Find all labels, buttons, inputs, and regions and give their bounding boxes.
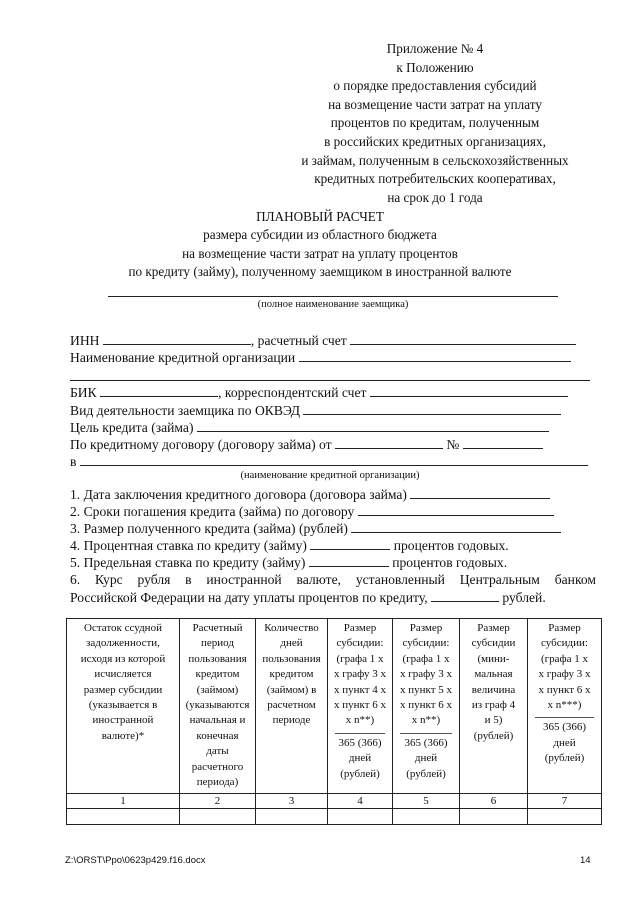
bank-name-label: Наименование кредитной организации: [70, 350, 296, 365]
item-6-field[interactable]: [431, 589, 499, 602]
corr-account-field[interactable]: [370, 384, 568, 397]
header-col-3: Количество дней пользования кредитом (займом) в расчетном периоде: [256, 619, 328, 794]
column-number: 4: [328, 794, 393, 809]
activity-row: [70, 402, 561, 419]
bank-name-field[interactable]: [299, 349, 571, 362]
item-6-line1: 6. Курс рубля в иностранной валюте, установленный Центральным банком: [70, 572, 596, 587]
title-heading: ПЛАНОВЫЙ РАСЧЕТ: [256, 209, 384, 224]
bank-in-field[interactable]: [80, 453, 588, 466]
appendix-line: и займам, полученным в сельскохозяйственных: [301, 152, 569, 168]
bik-field[interactable]: [100, 384, 218, 397]
column-number: 7: [528, 794, 602, 809]
item-4-field[interactable]: [310, 537, 390, 550]
appendix-line: в российских кредитных организациях,: [324, 133, 546, 149]
fraction-denominator: 365 (366) дней (рублей): [400, 733, 452, 782]
header-col-5: Размер субсидии: (графа 1 х х графу 3 х х пункт 5 х х пункт 6 х х n**) 365 (366) дней (рублей): [393, 619, 460, 794]
item-4-row: [70, 537, 509, 554]
appendix-header: [270, 40, 600, 207]
bank-caption: (наименование кредитной организации): [240, 470, 420, 481]
table-cell[interactable]: [528, 809, 602, 825]
fraction-denominator: 365 (366) дней (рублей): [535, 717, 594, 766]
item-2-field[interactable]: [358, 503, 554, 516]
title-line: по кредиту (займу), полученному заемщиком в иностранной валюте: [128, 264, 512, 280]
borrower-name-line[interactable]: [108, 296, 558, 297]
title-line: размера субсидии из областного бюджета: [203, 227, 437, 243]
table-cell[interactable]: [256, 809, 328, 825]
number-label: №: [446, 437, 460, 452]
header-col-7: Размер субсидии: (графа 1 х х графу 3 х х пункт 6 х х n***) 365 (366) дней (рублей): [528, 619, 602, 794]
header-col-1: Остаток ссудной задолженности, исходя из которой исчисляется размер субсидии (указывается в иностранной валюте)*: [67, 619, 180, 794]
item-5-label: 5. Предельная ставка по кредиту (займу): [70, 555, 306, 570]
column-number: 3: [256, 794, 328, 809]
item-4-label: 4. Процентная ставка по кредиту (займу): [70, 538, 307, 553]
item-2-row: [70, 503, 554, 520]
item-6-line2: Российской Федерации на дату уплаты процентов по кредиту,: [70, 590, 428, 605]
activity-field[interactable]: [303, 402, 561, 415]
table-cell[interactable]: [328, 809, 393, 825]
item-1-row: [70, 486, 550, 503]
purpose-label: Цель кредита (займа): [70, 420, 194, 435]
header-col-6: Размер субсидии (мини- мальная величина из граф 4 и 5) (рублей): [460, 619, 528, 794]
activity-label: Вид деятельности заемщика по ОКВЭД: [70, 403, 301, 418]
table-row: [67, 809, 602, 825]
item-4-suffix: процентов годовых.: [393, 538, 509, 553]
inn-label: ИНН: [70, 333, 100, 348]
subsidy-table: [66, 618, 602, 825]
appendix-line: на возмещение части затрат на уплату: [328, 96, 542, 112]
account-label: , расчетный счет: [250, 333, 347, 348]
in-label: в: [70, 454, 77, 469]
table-cell[interactable]: [393, 809, 460, 825]
borrower-caption: (полное наименование заемщика): [257, 299, 409, 310]
bank-name-continuation-line[interactable]: [70, 380, 590, 381]
column-number: 1: [67, 794, 180, 809]
purpose-row: [70, 419, 549, 436]
corr-account-label: , корреспондентский счет: [218, 385, 367, 400]
header-col-2: Расчетный период пользования кредитом (займом) (указываются начальная и конечная даты расчетного периода): [180, 619, 256, 794]
item-3-row: [70, 520, 561, 537]
column-number: 5: [393, 794, 460, 809]
column-number-row: [67, 794, 602, 809]
table-header-row: [67, 619, 602, 794]
column-number: 2: [180, 794, 256, 809]
bik-row: [70, 384, 568, 401]
item-5-suffix: процентов годовых.: [392, 555, 508, 570]
bank-name-row: [70, 349, 571, 366]
column-number: 6: [460, 794, 528, 809]
item-5-field[interactable]: [309, 554, 389, 567]
appendix-line: к Положению: [396, 59, 474, 75]
item-6-row: [70, 589, 546, 606]
footer-file-path: Z:\ORST\Ppo\0623p429.f16.docx: [65, 855, 206, 866]
item-1-field[interactable]: [410, 486, 550, 499]
contract-label: По кредитному договору (договору займа) от: [70, 437, 332, 452]
contract-row: [70, 436, 543, 453]
item-5-row: [70, 554, 507, 571]
contract-number-field[interactable]: [463, 436, 543, 449]
footer-page-number: 14: [580, 855, 591, 866]
appendix-line: о порядке предоставления субсидий: [333, 78, 537, 94]
contract-date-field[interactable]: [335, 436, 443, 449]
title-line: на возмещение части затрат на уплату процентов: [182, 245, 458, 261]
item-3-field[interactable]: [351, 520, 561, 533]
account-field[interactable]: [350, 332, 576, 345]
bik-label: БИК: [70, 385, 97, 400]
fraction-denominator: 365 (366) дней (рублей): [335, 733, 385, 782]
appendix-line: процентов по кредитам, полученным: [330, 115, 540, 131]
appendix-line: кредитных потребительских кооперативах,: [314, 171, 556, 187]
bank-in-row: [70, 453, 588, 470]
item-3-label: 3. Размер полученного кредита (займа) (рублей): [70, 521, 348, 536]
item-1-label: 1. Дата заключения кредитного договора (договора займа): [70, 487, 407, 502]
table-cell[interactable]: [460, 809, 528, 825]
document-title: [60, 208, 580, 282]
inn-field[interactable]: [103, 332, 251, 345]
item-2-label: 2. Сроки погашения кредита (займа) по договору: [70, 504, 355, 519]
header-col-4: Размер субсидии: (графа 1 х х графу 3 х х пункт 4 х х пункт 6 х х n**) 365 (366) дней (рублей): [328, 619, 393, 794]
item-6-suffix: рублей.: [502, 590, 546, 605]
inn-row: [70, 332, 576, 349]
appendix-line: Приложение № 4: [386, 41, 484, 56]
table-cell[interactable]: [180, 809, 256, 825]
purpose-field[interactable]: [197, 419, 549, 432]
appendix-line: на срок до 1 года: [387, 189, 483, 205]
table-cell[interactable]: [67, 809, 180, 825]
